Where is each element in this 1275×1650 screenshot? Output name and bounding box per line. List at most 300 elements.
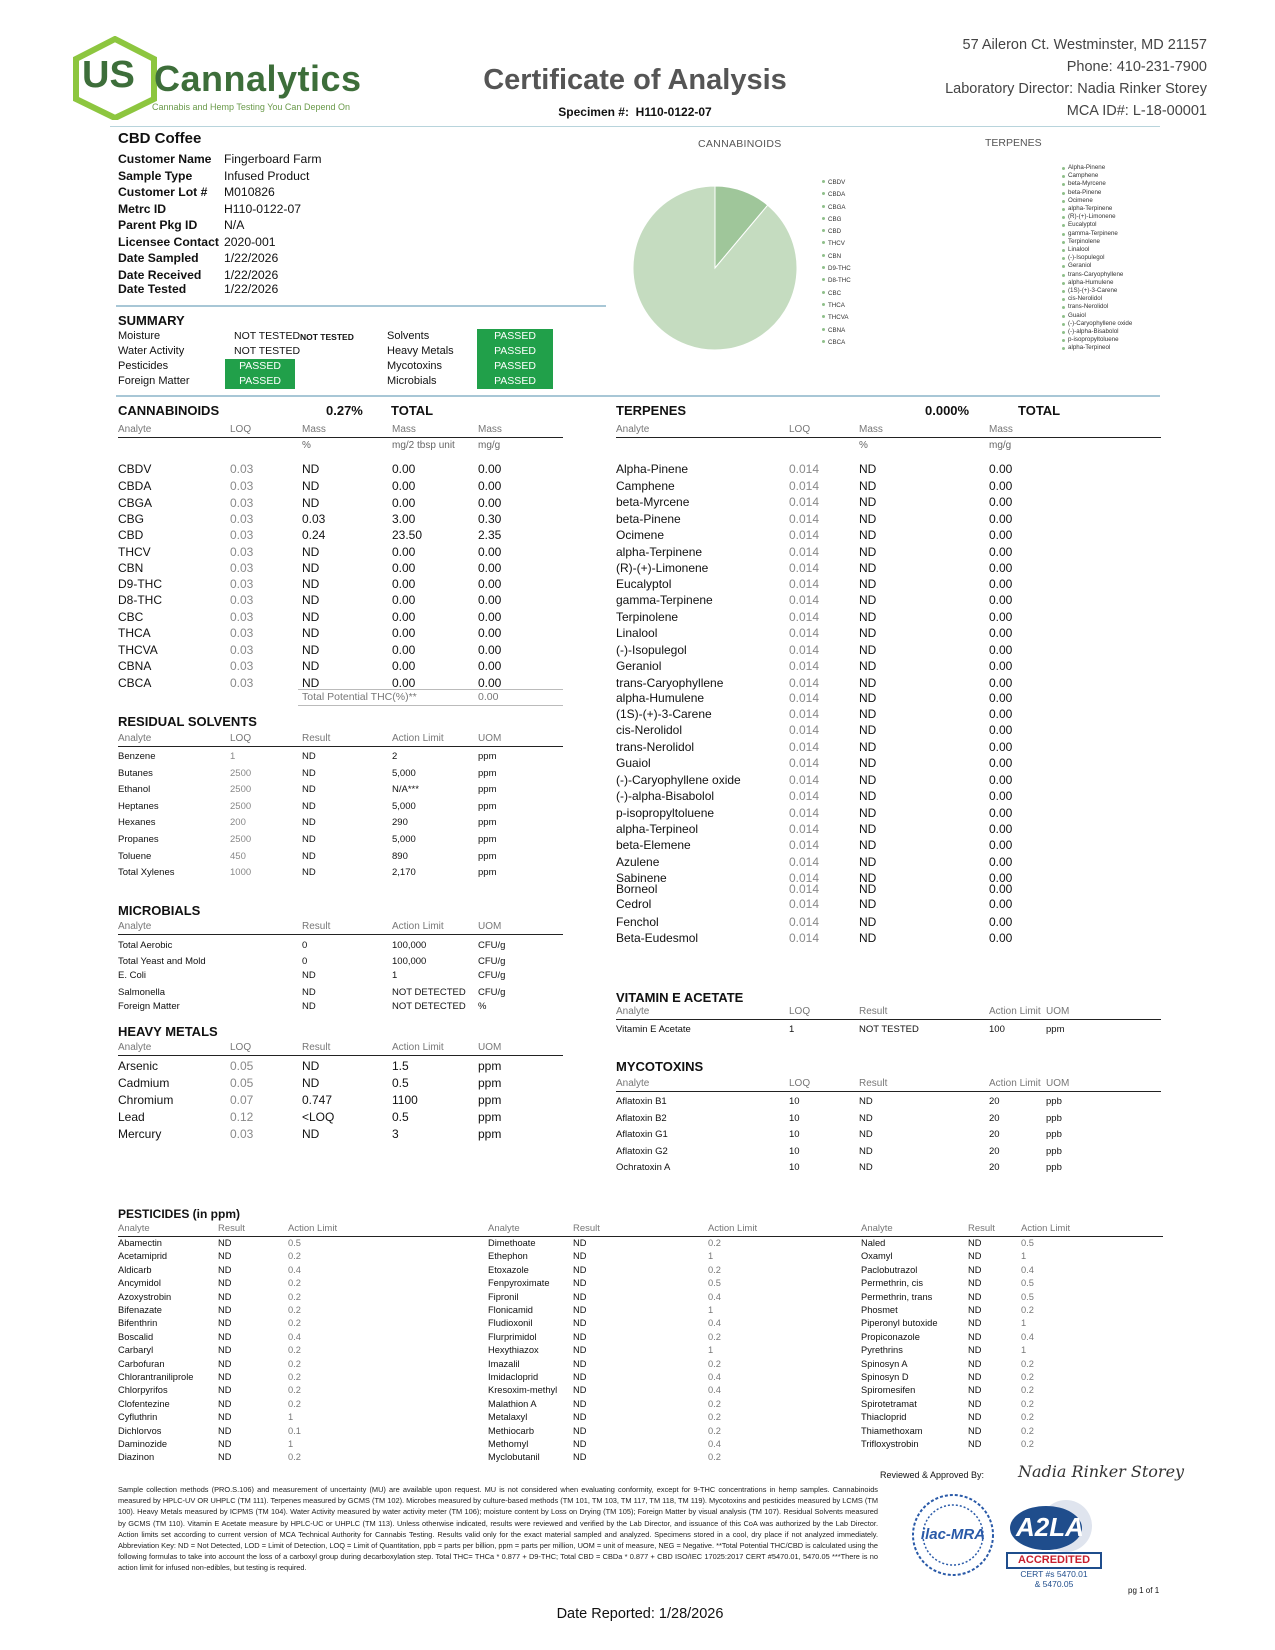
column-header: Action Limit xyxy=(708,1223,758,1234)
row-analyte: CBC xyxy=(118,610,144,624)
row-cell: 0.00 xyxy=(392,626,416,640)
column-header: Analyte xyxy=(616,1078,650,1089)
row-cell: ppb xyxy=(1046,1129,1062,1140)
row-cell: 0.2 xyxy=(1021,1425,1034,1436)
row-analyte: Ochratoxin A xyxy=(616,1162,671,1173)
lab-phone: Phone: 410-231-7900 xyxy=(1066,59,1207,75)
row-analyte: Total Yeast and Mold xyxy=(118,956,206,967)
ilac-mra-text: ilac-MRA xyxy=(920,1526,986,1543)
row-cell: 0.5 xyxy=(288,1238,301,1248)
row-cell: 0.00 xyxy=(989,479,1013,493)
row-analyte: Cyfluthrin xyxy=(118,1412,158,1423)
row-analyte: Malathion A xyxy=(488,1398,537,1409)
cannabinoids-total: TOTAL xyxy=(391,403,434,418)
a2la-logo xyxy=(1004,1498,1104,1598)
row-cell: 20 xyxy=(989,1112,1000,1124)
row-cell: 20 xyxy=(989,1096,1000,1107)
row-analyte: Alpha-Pinene xyxy=(616,462,689,476)
column-header: Mass xyxy=(302,424,326,435)
row-analyte: Beta-Eudesmol xyxy=(616,931,699,945)
row-cell: 0.00 xyxy=(392,496,416,510)
row-cell: 0.00 xyxy=(989,931,1013,945)
row-cell: 0.2 xyxy=(288,1318,301,1329)
row-analyte: Azoxystrobin xyxy=(118,1291,172,1302)
legend-item: CBGA xyxy=(822,202,851,214)
row-cell: 0.4 xyxy=(1021,1331,1034,1342)
row-cell: ND xyxy=(573,1345,587,1356)
row-cell: NOT TESTED xyxy=(859,1024,919,1035)
row-cell: ppm xyxy=(478,817,497,829)
row-cell: ND xyxy=(302,987,316,998)
row-analyte: Azulene xyxy=(616,855,660,869)
table-header-rule xyxy=(118,437,563,438)
header-divider xyxy=(110,126,1160,127)
row-cell: 0.014 xyxy=(789,528,820,542)
row-analyte: CBNA xyxy=(118,659,152,673)
row-cell: 0.00 xyxy=(989,462,1013,476)
legend-item: Alpha-Pinene xyxy=(1062,164,1132,172)
row-cell: ND xyxy=(968,1412,982,1423)
row-cell: ppm xyxy=(478,751,497,762)
column-header: Result xyxy=(218,1223,245,1234)
row-cell: 0.03 xyxy=(230,1127,254,1141)
row-cell: ND xyxy=(218,1452,232,1463)
row-cell: 0.00 xyxy=(989,773,1013,787)
microbials-title: MICROBIALS xyxy=(118,903,201,918)
legend-item: CBNA xyxy=(822,325,851,337)
row-cell: 0.2 xyxy=(1021,1398,1034,1409)
row-cell: 0.03 xyxy=(230,676,254,690)
row-cell: 0.014 xyxy=(789,723,820,737)
row-cell: 0.014 xyxy=(789,512,820,526)
pesticides-title: PESTICIDES (in ppm) xyxy=(118,1207,241,1221)
row-cell: ND xyxy=(302,817,316,829)
legend-item: THCVA xyxy=(822,312,851,324)
row-cell: 0.00 xyxy=(392,561,416,575)
product-field-label: Licensee Contact xyxy=(118,234,219,249)
row-cell: 0.00 xyxy=(478,593,502,607)
terpenes-title: TERPENES xyxy=(616,403,687,418)
row-cell: 0.014 xyxy=(789,707,820,721)
row-analyte: Linalool xyxy=(616,626,658,640)
column-header: UOM xyxy=(478,1042,502,1053)
row-analyte: Bifenthrin xyxy=(118,1318,158,1329)
row-cell: ND xyxy=(968,1398,982,1409)
row-cell: ND xyxy=(859,577,877,591)
row-analyte: Total Xylenes xyxy=(118,867,175,879)
row-analyte: Ancymidol xyxy=(118,1278,161,1289)
row-analyte: (-)-Caryophyllene oxide xyxy=(616,773,741,787)
legend-item: (-)-Caryophyllene oxide xyxy=(1062,320,1132,328)
row-cell: ND xyxy=(968,1345,982,1356)
row-cell: 0.014 xyxy=(789,931,820,945)
row-cell: 0.2 xyxy=(288,1278,301,1289)
row-analyte: Carbofuran xyxy=(118,1358,165,1369)
row-cell: 0.4 xyxy=(708,1318,721,1329)
legend-item: (-)-alpha-Bisabolol xyxy=(1062,328,1132,336)
column-header: LOQ xyxy=(230,1042,252,1053)
row-cell: 0.2 xyxy=(1021,1439,1034,1449)
row-cell: ND xyxy=(302,1127,320,1141)
row-cell: 1 xyxy=(1021,1318,1027,1329)
row-cell: ND xyxy=(218,1264,232,1275)
row-cell: 20 xyxy=(989,1145,1000,1157)
summary-label: Water Activity xyxy=(118,345,185,357)
row-analyte: Arsenic xyxy=(118,1059,159,1073)
row-cell: ND xyxy=(859,882,877,896)
row-cell: 1 xyxy=(1021,1251,1027,1262)
row-cell: 0.2 xyxy=(708,1238,721,1248)
row-cell: ND xyxy=(302,850,316,862)
row-analyte: beta-Elemene xyxy=(616,838,691,852)
row-cell: 0.00 xyxy=(989,897,1013,911)
table-header-rule xyxy=(118,1236,1163,1237)
row-cell: 0.2 xyxy=(708,1452,721,1463)
column-header: Analyte xyxy=(118,1223,150,1234)
row-cell: 0.2 xyxy=(288,1291,301,1302)
row-cell: ND xyxy=(302,1076,320,1090)
row-cell: 0.00 xyxy=(989,871,1013,885)
row-cell: 0.00 xyxy=(989,756,1013,770)
row-cell: ppm xyxy=(478,867,497,879)
unit-label: % xyxy=(302,440,311,451)
product-field-value: Fingerboard Farm xyxy=(224,152,322,166)
row-cell: ND xyxy=(859,691,877,705)
row-cell: ND xyxy=(859,707,877,721)
legend-item: Terpinolene xyxy=(1062,238,1132,246)
row-cell: 2500 xyxy=(230,834,252,845)
table-header-rule xyxy=(118,1055,563,1056)
summary-badge: PASSED xyxy=(477,329,553,344)
column-header: Result xyxy=(302,1042,331,1053)
row-cell: ND xyxy=(302,479,320,493)
row-cell: 0.4 xyxy=(708,1372,721,1382)
row-analyte: Dimethoate xyxy=(488,1238,536,1248)
summary-label: Foreign Matter xyxy=(118,375,190,387)
row-analyte: Flonicamid xyxy=(488,1305,533,1315)
row-cell: 0.00 xyxy=(989,676,1013,690)
row-analyte: Etoxazole xyxy=(488,1264,529,1275)
row-cell: 0.00 xyxy=(989,512,1013,526)
row-analyte: Thiacloprid xyxy=(861,1412,907,1423)
metals-title: HEAVY METALS xyxy=(118,1024,218,1039)
row-cell: 0.014 xyxy=(789,561,820,575)
row-analyte: Cedrol xyxy=(616,897,652,911)
row-analyte: THCVA xyxy=(118,643,158,657)
row-cell: 0.2 xyxy=(288,1385,301,1396)
legend-item: CBG xyxy=(822,214,851,226)
cannabinoids-table xyxy=(118,423,563,723)
microbials-table xyxy=(118,921,563,1021)
product-field-value: 2020-001 xyxy=(224,234,276,249)
legend-item: p-isopropyltoluene xyxy=(1062,336,1132,344)
row-analyte: Aflatoxin B2 xyxy=(616,1112,667,1124)
column-header: Action Limit xyxy=(989,1078,1041,1089)
row-analyte: Naled xyxy=(861,1238,886,1248)
row-cell: ppm xyxy=(478,1059,502,1073)
row-cell: 0.03 xyxy=(230,643,254,657)
row-analyte: Mercury xyxy=(118,1127,162,1141)
row-cell: 5,000 xyxy=(392,834,416,845)
legend-item: CBN xyxy=(822,251,851,263)
row-analyte: Sabinene xyxy=(616,871,667,885)
row-cell: ND xyxy=(218,1305,232,1315)
row-cell: ND xyxy=(302,784,316,796)
row-cell: ND xyxy=(573,1318,587,1329)
row-cell: 0.00 xyxy=(392,479,416,493)
row-cell: 1 xyxy=(708,1305,714,1315)
row-cell: ND xyxy=(859,822,877,836)
row-cell: ND xyxy=(859,806,877,820)
row-analyte: Camphene xyxy=(616,479,675,493)
legend-item: CBDV xyxy=(822,177,851,189)
row-cell: CFU/g xyxy=(478,987,506,998)
row-analyte: trans-Caryophyllene xyxy=(616,676,724,690)
row-cell: ND xyxy=(859,1145,873,1157)
cannabinoids-percent: 0.27% xyxy=(326,403,363,418)
column-header: Analyte xyxy=(118,424,152,435)
row-analyte: Ocimene xyxy=(616,528,665,542)
row-cell: 0.00 xyxy=(989,789,1013,803)
row-analyte: Heptanes xyxy=(118,800,159,812)
product-field-value: Infused Product xyxy=(224,168,310,183)
row-cell: 10 xyxy=(789,1129,800,1140)
row-cell: 0.00 xyxy=(989,643,1013,657)
row-cell: ND xyxy=(573,1264,587,1275)
row-cell: ND xyxy=(859,512,877,526)
product-field-value: H110-0122-07 xyxy=(224,201,302,216)
row-cell: 0.2 xyxy=(708,1264,721,1275)
row-analyte: (1S)-(+)-3-Carene xyxy=(616,707,712,721)
row-analyte: CBDA xyxy=(118,479,152,493)
product-field-value: M010826 xyxy=(224,185,275,199)
row-cell: 0.03 xyxy=(230,545,254,559)
column-header: LOQ xyxy=(230,733,252,744)
row-cell: 0.03 xyxy=(230,528,254,542)
row-cell: 2500 xyxy=(230,784,252,796)
row-cell: 0.014 xyxy=(789,789,820,803)
row-cell: % xyxy=(478,1001,487,1012)
summary-value: NOT TESTED xyxy=(234,330,301,342)
row-cell: ND xyxy=(302,626,320,640)
row-cell: 1 xyxy=(1021,1345,1027,1356)
footer-notes: Sample collection methods (PRO.S.106) and measurement of uncertainty (MU) are available upon request. MU is not considered when evaluating conformity, except for 9-THC concentrations in hemp samples. Cannabinoids measured by HPLC-UV OR UHPLC (TM 111). Terpenes measured by GCMS (TM 102). Microbes measured by culture-based methods (TM 101, TM 103, TM 117, TM 118, TM 119). Mycotoxins and pesticides measured by LCMS (TM 100). Heavy Metals measured by ICPMS (TM 104). Water Activity measured by water activity meter (TM 106); moisture content by Loss on Drying (TM 105); Foreign Matter by visual analysis (TM 107). Residual Solvents measured by GCMS (TM 110). Vitamin E Acetate measure by HPLC-UC or UHPLC (TM 113). Unless otherwise indicated, results were reviewed and verified by the Lab Director, and issuance of this CoA was authorized by the Lab Director. Action limits set according to current version of MCA Technical Authority for Cannabis Testing. Results valid only for the exact material sampled and analyzed. Specimens stored in a cool, dry place if not analyzed immediately. Abbreviation Key: ND = Not Detected, LOD = Limit of Detection, LOQ = Limit of Quantitation, ppb = parts per billion, ppm = parts per million, UOM = unit of measure, NEG = Negative. **Total Potential THC/CBD is calculated using the following formulas to take into account the loss of a carboxyl group during decarboxylation step. Total THC= THCa * 0.877 + D9-THC; Total CBD = CBDa * 0.877 + CBD ISO/IEC 17025:2017 CERT #5470.01, 5470.05 ***There is no action limit for infused non-edibles, but testing is required. xyxy=(118,1485,878,1573)
row-analyte: D8-THC xyxy=(118,593,162,607)
row-analyte: Clofentezine xyxy=(118,1398,170,1409)
row-cell: ND xyxy=(859,723,877,737)
column-header: Mass xyxy=(478,424,502,435)
column-header: Result xyxy=(859,1006,888,1017)
legend-item: D8-THC xyxy=(822,275,851,287)
row-analyte: Flurprimidol xyxy=(488,1331,537,1342)
legend-item: THCA xyxy=(822,300,851,312)
legend-item: Ocimene xyxy=(1062,197,1132,205)
row-cell: ND xyxy=(573,1439,587,1449)
row-cell: ND xyxy=(302,610,320,624)
row-cell: 0.5 xyxy=(1021,1278,1034,1289)
row-analyte: Lead xyxy=(118,1110,145,1124)
row-cell: ND xyxy=(968,1439,982,1449)
row-cell: 0.2 xyxy=(288,1305,301,1315)
row-cell: 1 xyxy=(392,970,398,981)
row-cell: 0.00 xyxy=(989,691,1013,705)
row-analyte: Propiconazole xyxy=(861,1331,920,1342)
row-cell: 0.014 xyxy=(789,822,820,836)
summary-label: Moisture xyxy=(118,330,161,342)
row-cell: 0.4 xyxy=(288,1331,301,1342)
terpenes-total: TOTAL xyxy=(1018,403,1061,418)
accredited-badge: ACCREDITED xyxy=(1006,1552,1102,1569)
row-cell: 0.00 xyxy=(478,577,502,591)
row-analyte: Aflatoxin G2 xyxy=(616,1145,668,1157)
row-cell: ND xyxy=(859,462,877,476)
legend-item: alpha-Terpineol xyxy=(1062,344,1132,352)
column-header: Result xyxy=(302,733,331,744)
row-cell: 3.00 xyxy=(392,512,416,526)
row-cell: 2,170 xyxy=(392,867,416,879)
row-analyte: Toluene xyxy=(118,850,152,862)
row-analyte: Piperonyl butoxide xyxy=(861,1318,938,1329)
row-cell: 0.00 xyxy=(989,806,1013,820)
row-cell: 0.00 xyxy=(989,593,1013,607)
row-analyte: Hexanes xyxy=(118,817,156,829)
summary-block xyxy=(118,330,598,392)
row-cell: ND xyxy=(968,1291,982,1302)
legend-item: beta-Myrcene xyxy=(1062,180,1132,188)
row-cell: ppb xyxy=(1046,1145,1062,1157)
row-cell: 0.5 xyxy=(1021,1238,1034,1248)
row-cell: 0.2 xyxy=(288,1372,301,1382)
legend-item: THCV xyxy=(822,238,851,250)
row-cell: ND xyxy=(218,1358,232,1369)
row-cell: ND xyxy=(573,1425,587,1436)
row-analyte: Diazinon xyxy=(118,1452,155,1463)
cannabinoids-legend xyxy=(822,177,851,349)
column-header: Action Limit xyxy=(392,1042,444,1053)
row-analyte: Chlorpyrifos xyxy=(118,1385,168,1396)
row-analyte: Myclobutanil xyxy=(488,1452,540,1463)
row-cell: ND xyxy=(218,1331,232,1342)
row-cell: 0.00 xyxy=(478,659,502,673)
row-cell: ND xyxy=(218,1345,232,1356)
specimen-line xyxy=(440,105,830,119)
column-header: Result xyxy=(859,1078,888,1089)
row-cell: ND xyxy=(968,1278,982,1289)
row-cell: ppb xyxy=(1046,1096,1062,1107)
row-cell: ND xyxy=(859,528,877,542)
summary-badge: PASSED xyxy=(225,374,295,389)
legend-item: Guaiol xyxy=(1062,312,1132,320)
row-analyte: Terpinolene xyxy=(616,610,679,624)
legend-item: beta-Pinene xyxy=(1062,189,1132,197)
row-cell: ND xyxy=(968,1305,982,1315)
lab-logo xyxy=(70,36,370,120)
row-cell: 0.00 xyxy=(392,577,416,591)
row-cell: 0.014 xyxy=(789,806,820,820)
row-cell: ND xyxy=(573,1398,587,1409)
row-analyte: Spinosyn A xyxy=(861,1358,908,1369)
row-cell: ND xyxy=(968,1318,982,1329)
row-analyte: Cadmium xyxy=(118,1076,170,1090)
row-cell: ND xyxy=(573,1412,587,1423)
unit-label: mg/2 tbsp unit xyxy=(392,440,455,451)
row-cell: ppm xyxy=(478,767,497,779)
solvents-title: RESIDUAL SOLVENTS xyxy=(118,714,257,729)
unit-label: mg/g xyxy=(478,440,501,451)
row-analyte: Imazalil xyxy=(488,1358,520,1369)
row-cell: ND xyxy=(302,1059,320,1073)
row-cell: ND xyxy=(968,1358,982,1369)
row-cell: 0.07 xyxy=(230,1093,254,1107)
row-cell: 0.00 xyxy=(989,723,1013,737)
row-cell: 1 xyxy=(288,1439,294,1449)
row-cell: 0.00 xyxy=(989,545,1013,559)
summary-badge: PASSED xyxy=(477,359,553,374)
row-cell: ND xyxy=(302,496,320,510)
summary-value: NOT TESTED xyxy=(234,345,301,357)
row-cell: ND xyxy=(968,1331,982,1342)
summary-label: Heavy Metals xyxy=(387,345,454,357)
row-cell: ND xyxy=(859,626,877,640)
row-analyte: Aflatoxin B1 xyxy=(616,1096,667,1107)
column-header: Mass xyxy=(989,424,1013,435)
row-analyte: CBCA xyxy=(118,676,152,690)
column-header: Action Limit xyxy=(1021,1223,1071,1234)
lab-address: 57 Aileron Ct. Westminster, MD 21157 xyxy=(962,37,1207,53)
total-thc-value: 0.00 xyxy=(478,691,499,703)
row-analyte: Spirotetramat xyxy=(861,1398,917,1409)
row-cell: 200 xyxy=(230,817,246,829)
terpenes-table xyxy=(616,423,1161,973)
row-cell: 0.00 xyxy=(478,643,502,657)
row-cell: 0.014 xyxy=(789,882,820,896)
row-cell: 0.2 xyxy=(288,1358,301,1369)
row-cell: ND xyxy=(573,1291,587,1302)
row-analyte: Bifenazate xyxy=(118,1305,162,1315)
cannabinoids-chart-title: CANNABINOIDS xyxy=(698,138,782,150)
row-cell: 0.2 xyxy=(708,1398,721,1409)
row-cell: 0.014 xyxy=(789,773,820,787)
row-cell: 0.00 xyxy=(989,495,1013,509)
mycotoxins-table xyxy=(616,1078,1161,1188)
row-analyte: Permethrin, trans xyxy=(861,1291,933,1302)
row-cell: ND xyxy=(859,676,877,690)
row-cell: 0.2 xyxy=(1021,1305,1034,1315)
row-cell: 0.014 xyxy=(789,691,820,705)
row-cell: 0.747 xyxy=(302,1093,333,1107)
row-analyte: alpha-Terpinene xyxy=(616,545,703,559)
row-cell: 0.00 xyxy=(989,915,1013,929)
row-cell: 290 xyxy=(392,817,408,829)
row-cell: 0.03 xyxy=(302,512,326,526)
row-analyte: Abamectin xyxy=(118,1238,162,1248)
column-header: UOM xyxy=(478,733,502,744)
row-analyte: Paclobutrazol xyxy=(861,1264,918,1275)
row-cell: 0.03 xyxy=(230,479,254,493)
row-analyte: Borneol xyxy=(616,882,658,896)
table-header-rule xyxy=(616,437,1161,438)
row-cell: ND xyxy=(859,740,877,754)
summary-title: SUMMARY xyxy=(118,313,185,328)
row-cell: 0.4 xyxy=(708,1385,721,1396)
row-cell: 0.00 xyxy=(989,626,1013,640)
document-title: Certificate of Analysis xyxy=(483,64,787,96)
row-cell: ND xyxy=(218,1278,232,1289)
row-cell: 0.03 xyxy=(230,577,254,591)
column-header: LOQ xyxy=(789,424,811,435)
product-field-label: Date Received xyxy=(118,267,202,282)
row-analyte: Boscalid xyxy=(118,1331,154,1342)
